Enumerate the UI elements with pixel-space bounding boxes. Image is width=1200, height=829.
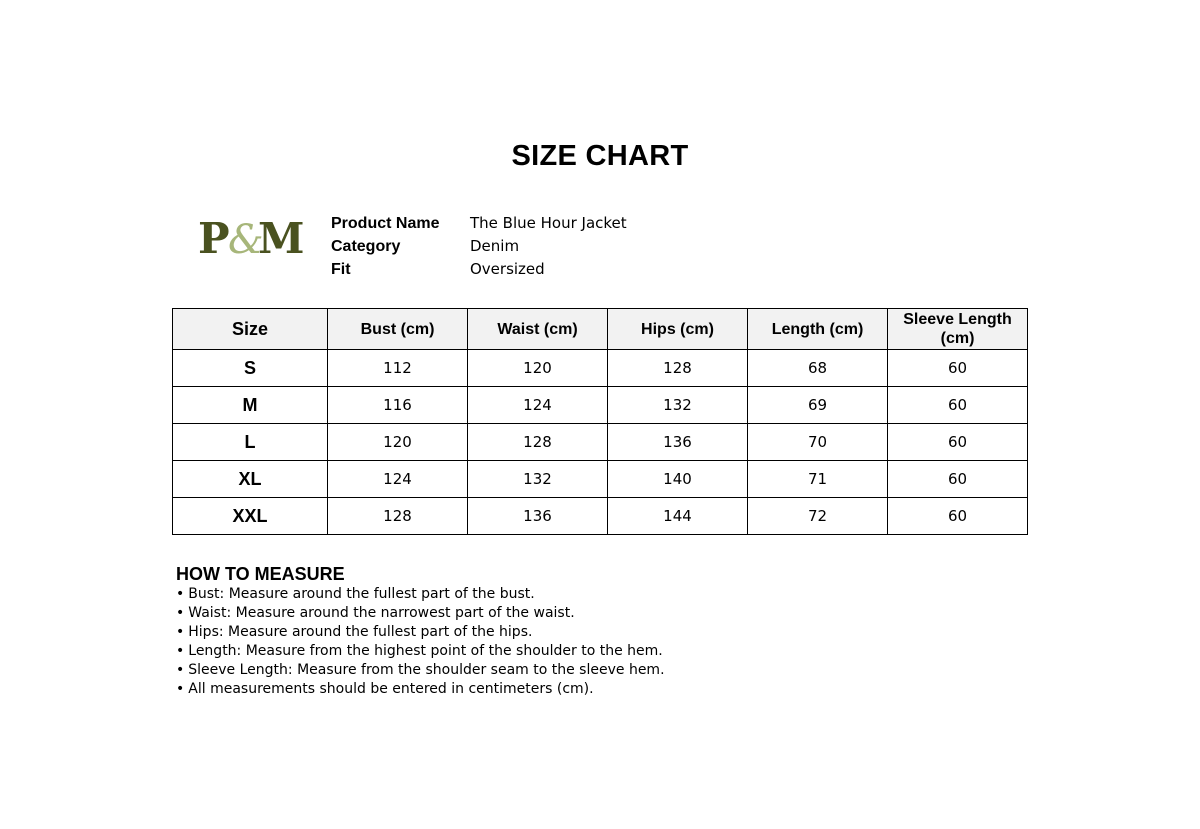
how-to-measure-title: HOW TO MEASURE	[176, 564, 345, 584]
waist-cell: 124	[468, 387, 608, 424]
measure-instruction: Sleeve Length: Measure from the shoulder seam to the sleeve hem.	[188, 662, 665, 678]
svg-text:M: M	[258, 214, 304, 260]
list-item	[176, 604, 665, 623]
table-row	[173, 350, 1028, 387]
category-label: Category	[331, 238, 401, 255]
header-waist: Waist (cm)	[468, 309, 608, 350]
list-item	[176, 585, 665, 604]
table-row	[173, 387, 1028, 424]
sleeve-length-cell: 60	[888, 498, 1028, 535]
measure-instruction: Bust: Measure around the fullest part of the bust.	[188, 586, 535, 602]
header-bust: Bust (cm)	[328, 309, 468, 350]
bust-cell: 124	[328, 461, 468, 498]
size-cell: XL	[173, 461, 328, 498]
size-cell: M	[173, 387, 328, 424]
svg-text:P: P	[198, 214, 230, 260]
waist-cell: 128	[468, 424, 608, 461]
sleeve-length-cell: 60	[888, 387, 1028, 424]
how-to-measure-list	[176, 585, 665, 699]
bullet-icon: •	[176, 586, 185, 602]
product-name-label: Product Name	[331, 215, 440, 232]
list-item	[176, 661, 665, 680]
measure-instruction: Waist: Measure around the narrowest part of the waist.	[188, 605, 575, 621]
hips-cell: 140	[608, 461, 748, 498]
bullet-icon: •	[176, 624, 185, 640]
sleeve-length-cell: 60	[888, 424, 1028, 461]
fit-value: Oversized	[470, 260, 545, 278]
category-value: Denim	[470, 237, 520, 255]
how-to-measure	[176, 563, 665, 699]
list-item	[176, 642, 665, 661]
brand-logo	[198, 212, 304, 260]
svg-text:&: &	[228, 217, 264, 260]
waist-cell: 132	[468, 461, 608, 498]
length-cell: 70	[748, 424, 888, 461]
product-name-value: The Blue Hour Jacket	[470, 214, 627, 232]
list-item	[176, 680, 665, 699]
hips-cell: 128	[608, 350, 748, 387]
bullet-icon: •	[176, 662, 185, 678]
length-cell: 72	[748, 498, 888, 535]
table-row	[173, 498, 1028, 535]
bullet-icon: •	[176, 681, 185, 697]
length-cell: 69	[748, 387, 888, 424]
measure-instruction: Hips: Measure around the fullest part of the hips.	[188, 624, 533, 640]
brand-logo-icon	[198, 212, 304, 260]
size-table	[172, 308, 1028, 535]
list-item	[176, 623, 665, 642]
sleeve-length-cell: 60	[888, 461, 1028, 498]
table-row	[173, 461, 1028, 498]
header-size: Size	[173, 309, 328, 350]
bust-cell: 128	[328, 498, 468, 535]
size-cell: XXL	[173, 498, 328, 535]
measure-instruction: All measurements should be entered in centimeters (cm).	[188, 681, 594, 697]
hips-cell: 132	[608, 387, 748, 424]
bullet-icon: •	[176, 605, 185, 621]
bust-cell: 116	[328, 387, 468, 424]
bust-cell: 112	[328, 350, 468, 387]
sleeve-length-cell: 60	[888, 350, 1028, 387]
length-cell: 71	[748, 461, 888, 498]
bullet-icon: •	[176, 643, 185, 659]
page-title: SIZE CHART	[511, 140, 689, 172]
waist-cell: 136	[468, 498, 608, 535]
fit-label: Fit	[331, 261, 351, 278]
size-cell: L	[173, 424, 328, 461]
header-length: Length (cm)	[748, 309, 888, 350]
table-row	[173, 424, 1028, 461]
hips-cell: 136	[608, 424, 748, 461]
bust-cell: 120	[328, 424, 468, 461]
length-cell: 68	[748, 350, 888, 387]
size-cell: S	[173, 350, 328, 387]
hips-cell: 144	[608, 498, 748, 535]
header-sleeve-length: Sleeve Length (cm)	[888, 309, 1028, 350]
waist-cell: 120	[468, 350, 608, 387]
header-hips: Hips (cm)	[608, 309, 748, 350]
measure-instruction: Length: Measure from the highest point of the shoulder to the hem.	[188, 643, 663, 659]
table-header-row	[173, 309, 1028, 350]
